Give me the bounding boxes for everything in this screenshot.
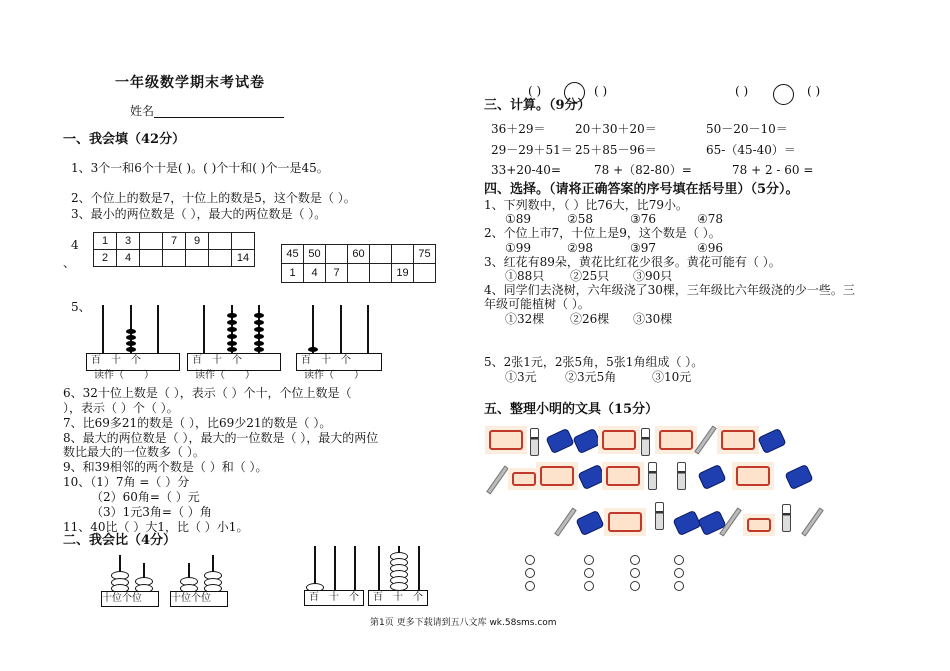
count-circle[interactable] xyxy=(674,555,684,565)
compare-blank-a[interactable]: ( ) xyxy=(528,84,542,98)
compare-circle[interactable] xyxy=(773,84,794,105)
question-6-line1: 6、32十位上数是（ ），表示（ ）个十，个位上数是（ xyxy=(63,386,352,400)
choice-option[interactable]: ①89 xyxy=(505,212,532,226)
choice-option[interactable]: ②3元5角 xyxy=(565,370,617,384)
count-circle[interactable] xyxy=(584,581,594,591)
calc-item: 78 + 2 - 60 = xyxy=(732,163,814,177)
abacus-bead xyxy=(254,334,264,339)
grid-cell: 50 xyxy=(304,245,326,264)
name-label: 姓名 xyxy=(130,104,155,118)
calc-item: 20＋30＋20＝ xyxy=(575,122,657,136)
page-title: 一年级数学期末考试卷 xyxy=(115,75,265,91)
abacus-bead xyxy=(254,320,264,325)
grid-cell: 1 xyxy=(94,233,117,250)
choice-option[interactable]: ②26棵 xyxy=(570,312,610,326)
pencil-box-image xyxy=(717,426,759,454)
calc-item: 36＋29＝ xyxy=(491,122,546,136)
pen-image xyxy=(677,462,686,490)
grid-cell: 14 xyxy=(232,250,255,267)
grid-cell: 7 xyxy=(163,233,186,250)
grid-cell: 19 xyxy=(392,264,414,283)
pen-image xyxy=(655,502,664,530)
abacus-rod xyxy=(367,305,369,353)
read-as-label: 读作（ ） xyxy=(195,370,255,381)
pen-image xyxy=(641,428,650,456)
name-field[interactable] xyxy=(130,104,284,118)
choice-option[interactable]: ③90只 xyxy=(633,269,673,283)
count-circle[interactable] xyxy=(584,568,594,578)
ruler-image xyxy=(554,507,576,536)
number-grid-a xyxy=(93,232,255,267)
pencil-box-image xyxy=(602,462,644,490)
ruler-image xyxy=(694,425,716,454)
abacus-rod xyxy=(340,305,342,353)
grid-a-row xyxy=(94,250,255,267)
choice-option[interactable]: ②98 xyxy=(567,241,594,255)
question-10c: （3）1元3角=（ ）角 xyxy=(91,505,212,519)
read-as-label: 读作（ ） xyxy=(304,370,364,381)
abacus-rod xyxy=(418,546,420,590)
compare-abacus-1 xyxy=(101,555,161,607)
abacus-bead xyxy=(227,347,237,352)
grid-cell: 2 xyxy=(94,250,117,267)
grid-a-row xyxy=(94,233,255,250)
count-circle[interactable] xyxy=(630,555,640,565)
grid-cell xyxy=(232,233,255,250)
abacus-bead xyxy=(126,335,136,340)
abacus-place-label: 百 十 个 xyxy=(91,355,141,366)
question-8-line2: 数比最大的一位数多（ ）。 xyxy=(63,445,205,459)
question-4-dot: 、 xyxy=(63,256,76,270)
calc-item: 25＋85－96＝ xyxy=(575,143,657,157)
question-7: 7、比69多21的数是（ ），比69少21的数是（ ）。 xyxy=(63,416,332,430)
question-2: 2、个位上的数是7，十位上的数是5，这个数是（ ）。 xyxy=(71,191,356,205)
grid-cell: 45 xyxy=(282,245,304,264)
abacus-bead xyxy=(126,347,136,352)
choice-5: 5、2张1元，2张5角，5张1角组成（ ）。 xyxy=(484,355,704,369)
pen-image xyxy=(648,462,657,490)
choice-1: 1、下列数中，（ ）比76大，比79小。 xyxy=(484,198,688,212)
grid-cell xyxy=(370,264,392,283)
grid-cell: 75 xyxy=(414,245,436,264)
eraser-image xyxy=(575,510,604,536)
count-circle[interactable] xyxy=(525,581,535,591)
abacus-1 xyxy=(86,305,181,385)
number-grid-b xyxy=(281,244,436,283)
compare-blank-c[interactable]: ( ) xyxy=(735,84,749,98)
choice-3: 3、红花有89朵，黄花比红花少很多。黄花可能有（ ）。 xyxy=(484,255,781,269)
abacus-place-label: 百 十 个 xyxy=(192,355,242,366)
name-underline xyxy=(154,105,284,118)
pen-image xyxy=(530,428,539,456)
choice-option[interactable]: ②25只 xyxy=(570,269,610,283)
abacus-bead xyxy=(254,313,264,318)
compare-abacus-4 xyxy=(368,546,430,608)
abacus-base xyxy=(101,591,159,607)
eraser-image xyxy=(697,464,726,490)
eraser-image xyxy=(757,428,786,454)
abacus-bead xyxy=(308,347,318,352)
abacus-bead xyxy=(126,329,136,334)
choice-option[interactable]: ③76 xyxy=(630,212,657,226)
choice-option[interactable]: ④96 xyxy=(697,241,724,255)
abacus-rod xyxy=(157,305,159,353)
grid-b-row xyxy=(282,245,436,264)
question-10a: 10、（1）7角 =（ ）分 xyxy=(63,475,190,489)
abacus-rod xyxy=(312,305,314,353)
question-3: 3、最小的两位数是（ ），最大的两位数是（ ）。 xyxy=(71,207,327,221)
abacus-place-label: 百 十 个 xyxy=(373,592,423,603)
grid-cell xyxy=(326,245,348,264)
read-as-label: 读作（ ） xyxy=(94,370,154,381)
choice-option[interactable]: ③30棵 xyxy=(633,312,673,326)
abacus-base xyxy=(368,590,428,606)
pencil-box-image xyxy=(743,514,775,536)
question-8-line1: 8、最大的两位数是（ ），最大的一位数是（ ），最大的两位 xyxy=(63,431,379,445)
abacus-bead xyxy=(254,341,264,346)
choice-2: 2、个位上市7，十位上是9，这个数是（ ）。 xyxy=(484,226,721,240)
abacus-place-label: 百 十 个 xyxy=(301,355,351,366)
calc-item: 29－29＋51＝ xyxy=(491,143,573,157)
abacus-base xyxy=(304,590,364,606)
choice-option[interactable]: ③10元 xyxy=(652,370,692,384)
compare-blank-d[interactable]: ( ) xyxy=(807,84,821,98)
abacus-bead xyxy=(227,334,237,339)
question-10b: （2）60角=（ ）元 xyxy=(91,490,200,504)
count-circle[interactable] xyxy=(630,581,640,591)
choice-option[interactable]: ①32棵 xyxy=(505,312,545,326)
question-1: 1、3个一和6个十是( )。( )个十和( )个一是45。 xyxy=(71,161,329,175)
choice-option[interactable]: ③97 xyxy=(630,241,657,255)
abacus-rod xyxy=(378,546,380,590)
count-circle[interactable] xyxy=(525,555,535,565)
count-circle[interactable] xyxy=(674,581,684,591)
abacus-3 xyxy=(296,305,391,385)
choice-option[interactable]: ①3元 xyxy=(505,370,537,384)
section-2-title: 二、我会比（4分） xyxy=(63,533,177,548)
grid-cell: 1 xyxy=(282,264,304,283)
eraser-image xyxy=(545,428,574,454)
grid-cell xyxy=(370,245,392,264)
abacus-place-label: 百 十 个 xyxy=(309,592,359,603)
abacus-place-label: 十位个位 xyxy=(171,593,211,604)
eraser-image xyxy=(672,510,701,536)
count-circle[interactable] xyxy=(525,568,535,578)
grid-cell xyxy=(209,250,232,267)
abacus-base xyxy=(170,591,228,607)
grid-cell: 4 xyxy=(304,264,326,283)
grid-cell xyxy=(414,264,436,283)
abacus-bead xyxy=(227,327,237,332)
grid-cell xyxy=(140,250,163,267)
grid-cell: 4 xyxy=(117,250,140,267)
grid-cell: 9 xyxy=(186,233,209,250)
grid-cell xyxy=(209,233,232,250)
grid-cell xyxy=(348,264,370,283)
pencil-box-image xyxy=(536,462,578,490)
count-circle[interactable] xyxy=(674,568,684,578)
section-4-title: 四、选择。（请将正确答案的序号填在括号里）（5分）。 xyxy=(484,182,799,197)
pen-image xyxy=(782,504,791,532)
abacus-bead xyxy=(227,320,237,325)
section-3-title: 三、计算。（9分） xyxy=(484,98,591,113)
abacus-rod xyxy=(203,305,205,353)
calc-item: 78 +（82-80）= xyxy=(594,163,692,177)
grid-cell xyxy=(163,250,186,267)
compare-abacus-3 xyxy=(304,546,366,608)
compare-blank-b[interactable]: ( ) xyxy=(594,84,608,98)
abacus-rod xyxy=(334,546,336,590)
question-11: 11、40比（ ）大1，比（ ）小1。 xyxy=(63,520,249,534)
pencil-box-image xyxy=(485,426,527,454)
abacus-bead xyxy=(254,347,264,352)
choice-option[interactable]: ④78 xyxy=(697,212,724,226)
choice-option[interactable]: ①99 xyxy=(505,241,532,255)
choice-4-line1: 4、同学们去浇树，六年级浇了30棵，三年级比六年级浇的少一些。三 xyxy=(484,283,855,297)
pencil-box-image xyxy=(598,426,640,454)
grid-b-row xyxy=(282,264,436,283)
grid-cell: 3 xyxy=(117,233,140,250)
abacus-bead xyxy=(227,341,237,346)
abacus-place-label: 十位个位 xyxy=(102,593,142,604)
question-5-number: 5、 xyxy=(71,300,91,314)
section-5-title: 五、整理小明的文具（15分） xyxy=(484,402,659,417)
abacus-bead xyxy=(254,327,264,332)
abacus-rod xyxy=(102,305,104,353)
count-circle[interactable] xyxy=(584,555,594,565)
question-9: 9、和39相邻的两个数是（ ）和（ ）。 xyxy=(63,460,268,474)
ruler-image xyxy=(801,507,823,536)
section-1-title: 一、我会填（42分） xyxy=(63,132,186,147)
abacus-rod xyxy=(354,546,356,590)
grid-cell xyxy=(392,245,414,264)
grid-cell: 7 xyxy=(326,264,348,283)
choice-4-line2: 年级可能植树（ ）。 xyxy=(484,297,590,311)
abacus-bead xyxy=(227,313,237,318)
count-circle[interactable] xyxy=(630,568,640,578)
grid-cell: 60 xyxy=(348,245,370,264)
abacus-2 xyxy=(187,305,282,385)
calc-item: 50－20－10＝ xyxy=(706,122,788,136)
grid-cell xyxy=(140,233,163,250)
calc-item: 65-（45-40）＝ xyxy=(706,143,796,157)
ruler-image xyxy=(486,465,508,494)
eraser-image xyxy=(784,464,813,490)
choice-option[interactable]: ①88只 xyxy=(505,269,545,283)
compare-abacus-2 xyxy=(170,555,230,607)
page-footer: 第1页 更多下载请到五八文库 wk.58sms.com xyxy=(370,618,557,628)
choice-option[interactable]: ②58 xyxy=(567,212,594,226)
grid-cell xyxy=(186,250,209,267)
calc-item: 33+20-40= xyxy=(491,163,561,177)
question-6-line2: ），表示（ ）个（ ）。 xyxy=(63,401,179,415)
abacus-bead xyxy=(126,341,136,346)
question-4-number: 4 xyxy=(71,238,79,252)
pencil-box-image xyxy=(604,508,646,536)
pencil-box-image xyxy=(732,462,774,490)
pencil-box-image xyxy=(655,426,697,454)
